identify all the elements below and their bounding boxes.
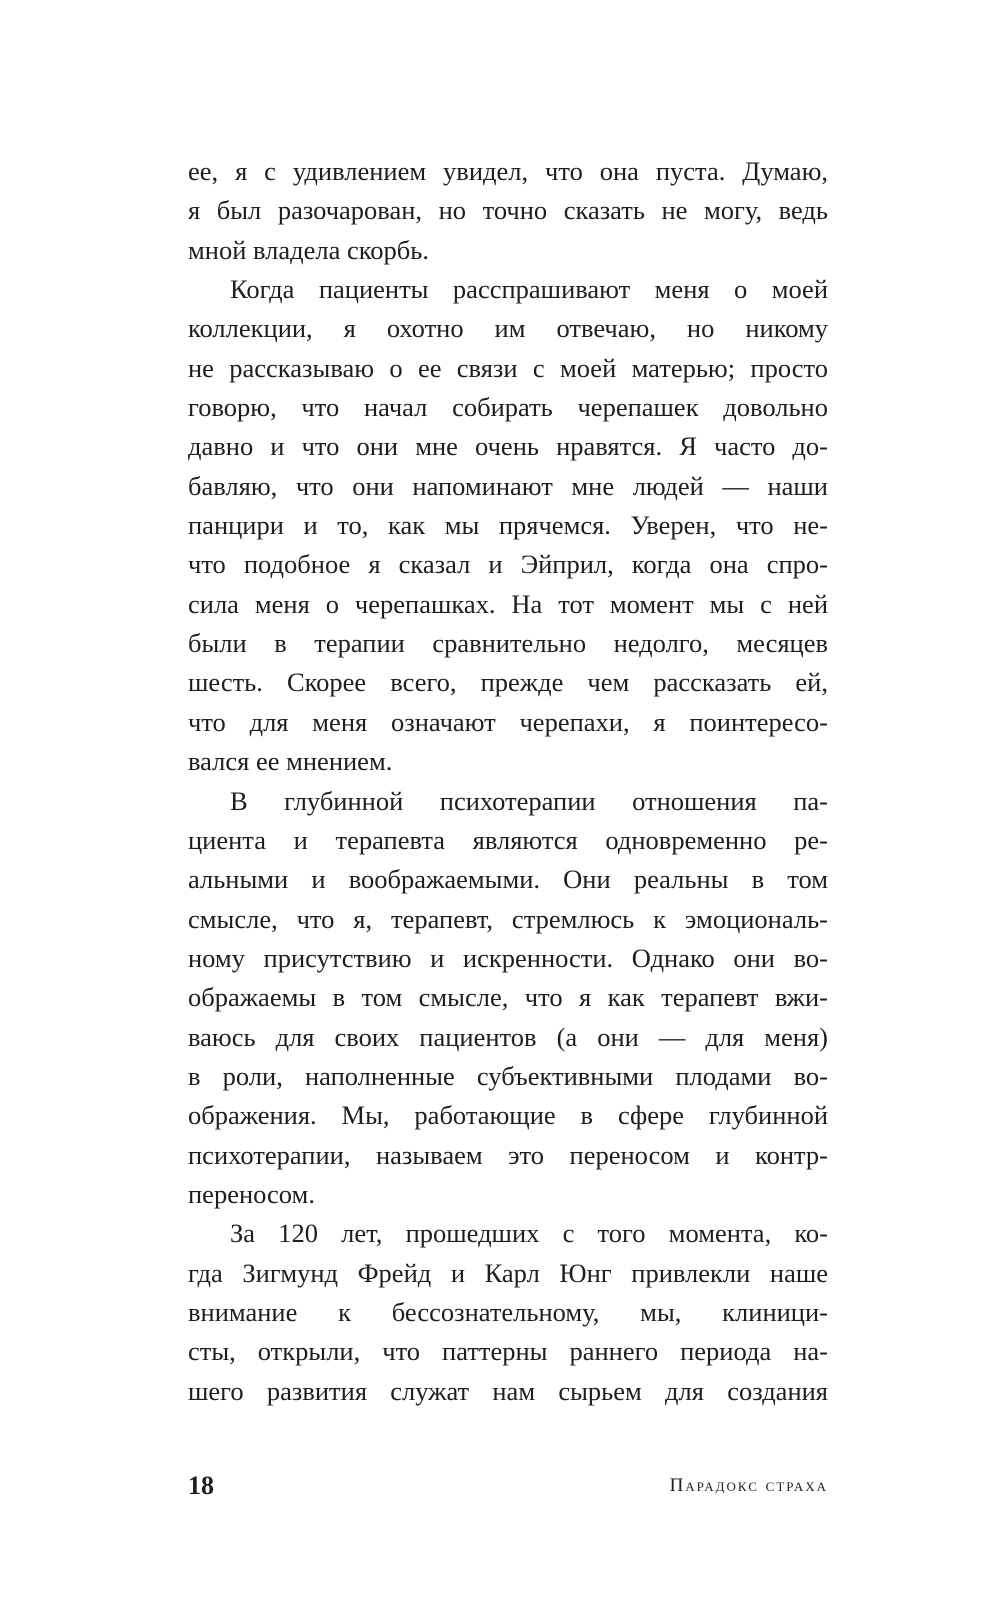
text-line-22: ображаемы в том смысле, что я как терапевт вжи- (188, 982, 828, 1013)
page-number: 18 (188, 1471, 214, 1500)
text-line-5: коллекции, я охотно им отвечаю, но никому (188, 313, 828, 344)
text-line-12: сила меня о черепашках. На тот момент мы с ней (188, 588, 828, 619)
text-line-23: ваюсь для своих пациентов (а они — для меня) (188, 1021, 828, 1052)
text-line-30: внимание к бессознательному, мы, клиници- (188, 1296, 828, 1327)
text-line-21: ному присутствию и искренности. Однако они во- (188, 942, 828, 973)
text-line-3: мной владела скорбь. (188, 234, 429, 265)
page-footer (188, 1466, 828, 1506)
text-line-8: давно и что они мне очень нравятся. Я часто до- (188, 431, 828, 462)
text-line-9: бавляю, что они напоминают мне людей — наши (188, 470, 828, 501)
text-line-2: я был разочарован, но точно сказать не могу, ведь (188, 195, 828, 226)
text-line-32: шего развития служат нам сырьем для создания (188, 1375, 828, 1406)
running-title: Парадокс страха (669, 1475, 828, 1496)
text-line-20: смысле, что я, терапевт, стремлюсь к эмоциональ- (188, 903, 828, 934)
text-line-18: циента и терапевта являются одновременно ре- (188, 824, 828, 855)
text-line-6: не рассказываю о ее связи с моей матерью; просто (188, 352, 828, 383)
text-line-25: ображения. Мы, работающие в сфере глубинной (188, 1100, 828, 1131)
text-line-26: психотерапии, называем это переносом и контр- (188, 1139, 828, 1170)
text-line-7: говорю, что начал собирать черепашек довольно (188, 392, 828, 423)
text-line-17: В глубинной психотерапии отношения па- (230, 785, 828, 816)
body-text (188, 152, 828, 1411)
text-line-11: что подобное я сказал и Эйприл, когда она спро- (188, 549, 828, 580)
text-line-31: сты, открыли, что паттерны раннего периода на- (188, 1336, 828, 1367)
text-line-29: гда Зигмунд Фрейд и Карл Юнг привлекли наше (188, 1257, 828, 1288)
text-line-19: альными и воображаемыми. Они реальны в том (188, 864, 828, 895)
text-line-16: вался ее мнением. (188, 746, 393, 777)
text-line-10: панцири и то, как мы прячемся. Уверен, что не- (188, 510, 828, 541)
text-line-14: шесть. Скорее всего, прежде чем рассказать ей, (188, 667, 828, 698)
text-line-24: в роли, наполненные субъективными плодами во- (188, 1060, 828, 1091)
text-line-1: ее, я с удивлением увидел, что она пуста. Думаю, (188, 156, 828, 186)
text-line-28: За 120 лет, прошедших с того момента, ко- (230, 1218, 828, 1249)
text-line-15: что для меня означают черепахи, я поинтересо- (188, 706, 828, 737)
text-line-13: были в терапии сравнительно недолго, месяцев (188, 628, 828, 659)
text-line-4: Когда пациенты расспрашивают меня о моей (230, 274, 828, 305)
text-line-27: переносом. (188, 1178, 315, 1209)
